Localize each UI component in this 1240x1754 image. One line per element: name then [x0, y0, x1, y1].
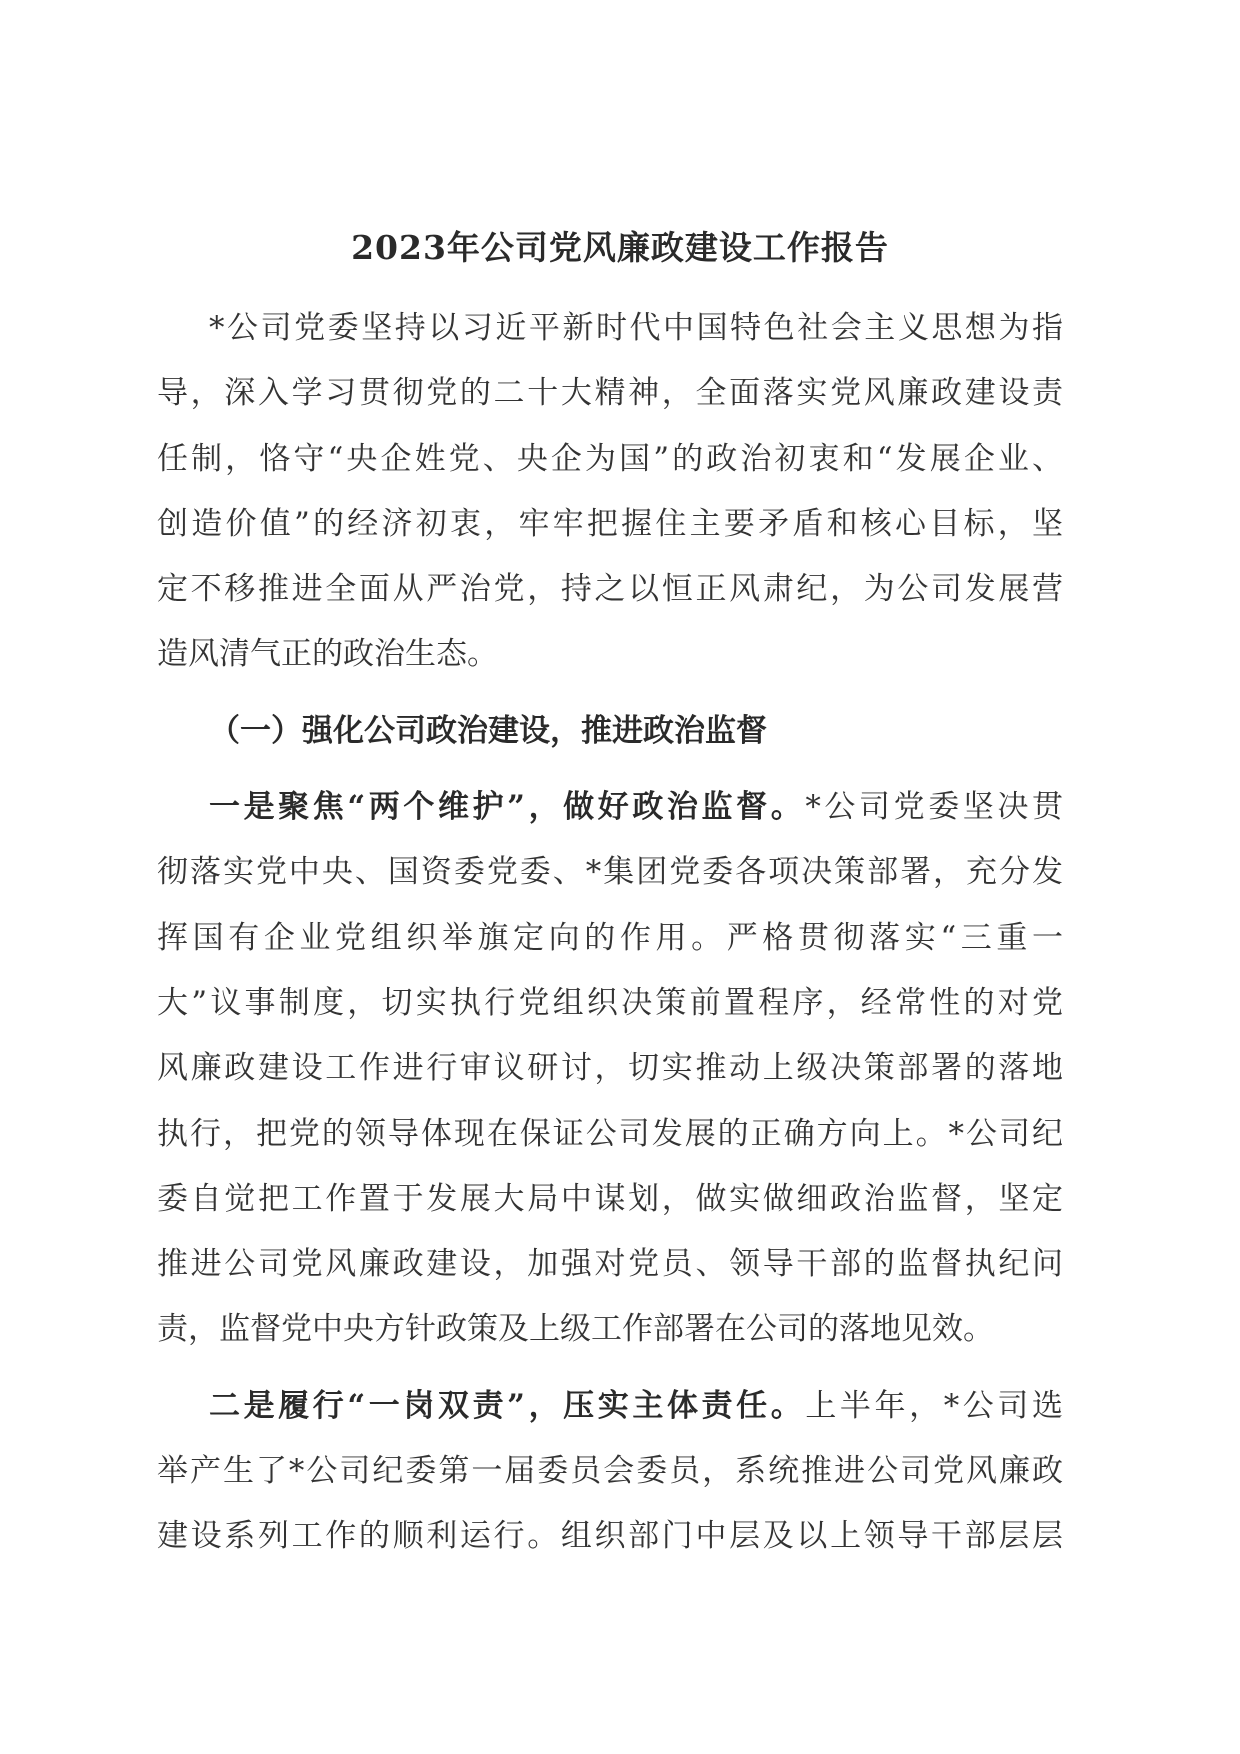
paragraph-line: 举产生了*公司纪委第一届委员会委员，系统推进公司党风廉政	[157, 1453, 1063, 1490]
paragraph-line: 执行，把党的领导体现在保证公司发展的正确方向上。*公司纪	[157, 1115, 1063, 1152]
paragraph-line: 彻落实党中央、国资委党委、*集团党委各项决策部署，充分发	[157, 854, 1063, 891]
paragraph-line	[157, 775, 1063, 840]
point-two-paragraph	[157, 1374, 1063, 1570]
paragraph-line: 委自觉把工作置于发展大局中谋划，做实做细政治监督，坚定	[157, 1180, 1063, 1217]
point-one-paragraph	[157, 775, 1063, 1363]
point-two-text: 上半年，*公司选	[805, 1387, 1063, 1424]
section-heading: （一）强化公司政治建设，推进政治监督	[209, 712, 767, 749]
paragraph-line: 责，监督党中央方针政策及上级工作部署在公司的落地见效。	[157, 1311, 994, 1348]
paragraph-line: 挥国有企业党组织举旗定向的作用。严格贯彻落实“三重一	[157, 919, 1063, 956]
point-one-lead: 一是聚焦“两个维护”，做好政治监督。	[209, 789, 806, 826]
paragraph-line: 风廉政建设工作进行审议研讨，切实推动上级决策部署的落地	[157, 1050, 1063, 1087]
paragraph-line: 大”议事制度，切实执行党组织决策前置程序，经常性的对党	[157, 984, 1063, 1021]
paragraph-line: 建设系列工作的顺利运行。组织部门中层及以上领导干部层层	[157, 1518, 1063, 1555]
paragraph-line	[157, 1374, 1063, 1439]
intro-paragraph	[157, 296, 1063, 688]
paragraph-line: *公司党委坚持以习近平新时代中国特色社会主义思想为指	[209, 310, 1063, 346]
document-title: 2023年公司党风廉政建设工作报告	[351, 228, 889, 267]
paragraph-line: 定不移推进全面从严治党，持之以恒正风肃纪，为公司发展营	[157, 571, 1063, 608]
paragraph-line: 导，深入学习贯彻党的二十大精神，全面落实党风廉政建设责	[157, 375, 1063, 412]
paragraph-line: 任制，恪守“央企姓党、央企为国”的政治初衷和“发展企业、	[157, 440, 1063, 477]
paragraph-line: 推进公司党风廉政建设，加强对党员、领导干部的监督执纪问	[157, 1246, 1063, 1283]
paragraph-line: 造风清气正的政治生态。	[157, 636, 498, 673]
point-one-text: *公司党委坚决贯	[805, 789, 1063, 826]
point-two-lead: 二是履行“一岗双责”，压实主体责任。	[209, 1387, 806, 1424]
paragraph-line: 创造价值”的经济初衷，牢牢把握住主要矛盾和核心目标，坚	[157, 505, 1063, 542]
document-body	[157, 296, 1063, 1581]
